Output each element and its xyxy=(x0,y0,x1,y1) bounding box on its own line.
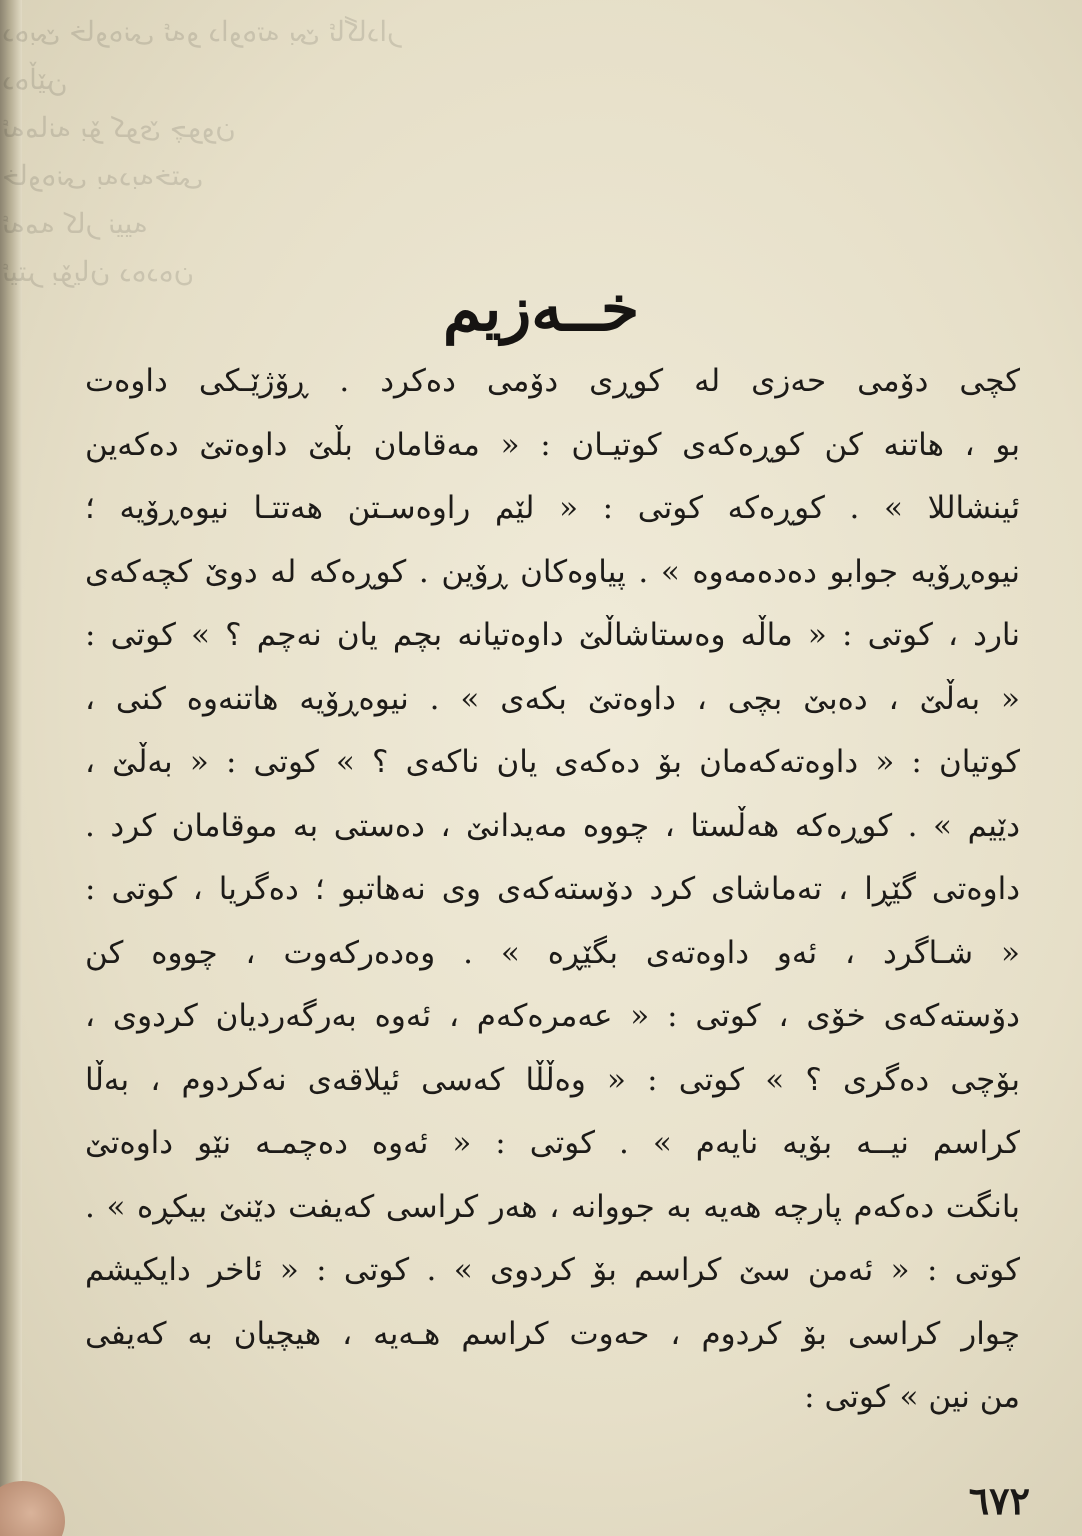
text-line: کراسم نیــە بۆیە نایەم » . کوتی : « ئەوە دەچمـە نێو داوەتێ xyxy=(85,1125,1020,1161)
bleed-through-text xyxy=(2,8,522,296)
text-line: چوار کراسی بۆ کردوم ، حەوت کراسم هـەیە ، هیچیان بە کەیفی xyxy=(85,1315,1020,1352)
story-title: خــەزیم xyxy=(442,271,640,345)
text-line: بانگت دەکەم پارچە هەیە بە جووانە ، هەر کراسی کەیفت دێنێ بیکڕە » . xyxy=(85,1188,1020,1225)
text-line: من نین » کوتی : xyxy=(804,1379,1020,1415)
text-line: بو ، هاتنە کن کوڕەکەی کوتیـان : « مەقامان بڵێ داوەتێ دەکەین xyxy=(85,426,1020,463)
bleed-line: ئیتر بۆیان دەدەن xyxy=(2,255,194,288)
page-number: ٦٧٢ xyxy=(968,1478,1030,1523)
text-line: کوتی : « ئەمن سێ کراسم بۆ کردوی » . کوتی : « ئاخر دایکیشم xyxy=(85,1252,1020,1288)
text-line: « شـاگرد ، ئەو داوەتەی بگێڕە » . وەدەرکەوت ، چووە کن xyxy=(85,934,1020,971)
bleed-line: دەڵێن xyxy=(2,63,68,96)
text-line: دۆستەکەی خۆی ، کوتی : « عەمرەکەم ، ئەوە بەرگەردیان کردوی ، xyxy=(85,998,1020,1034)
text-line: نیوەڕۆیە جوابو دەدەمەوە » . پیاوەکان ڕۆین . کوڕەکە لە دوێ کچەکەی xyxy=(85,553,1020,590)
bleed-line: ئەمانە بۆ کوێ چوون xyxy=(2,111,236,144)
bleed-line: دەبێ خاوەنی ئەو داوەتە بێ ئاگادار xyxy=(2,15,401,48)
text-line: داوەتی گێڕا ، تەماشای کرد دۆستەکەی وی نەهاتبو ؛ دەگریا ، کوتی : xyxy=(85,871,1020,907)
bleed-line: خاوەنی بەدبەختی xyxy=(2,159,204,192)
thumb-holding-page xyxy=(0,1481,65,1536)
bleed-line: ئەمە کار نییە xyxy=(2,207,148,240)
text-line: « بەڵێ ، دەبێ بچی ، داوەتێ بکەی » . نیوەڕۆیە هاتنەوە کنی ، xyxy=(85,680,1020,717)
text-line: بۆچی دەگری ؟ » کوتی : « وەڵڵا کەسی ئیلاقەی نەکردوم ، بەڵا xyxy=(85,1061,1020,1098)
text-line: کوتیان : « داوەتەکەمان بۆ دەکەی یان ناکەی ؟ » کوتی : « بەڵێ ، xyxy=(85,744,1020,780)
text-line: دێیم » . کوڕەکە هەڵستا ، چووە مەیدانێ ، دەستی بە موقامان کرد . xyxy=(85,807,1020,844)
text-line: نارد ، کوتی : « ماڵە وەستاشاڵێ داوەتیانە بچم یان نەچم ؟ » کوتی : xyxy=(85,617,1020,653)
text-line: کچی دۆمی حەزی لە کوڕی دۆمی دەکرد . ڕۆژێـکی داوەت xyxy=(85,363,1020,399)
text-line: ئینشاللا » . کوڕەکە کوتی : « لێم راوەسـتن هەتتـا نیوەڕۆیە ؛ xyxy=(85,490,1020,526)
story-paragraph xyxy=(85,350,1020,1430)
